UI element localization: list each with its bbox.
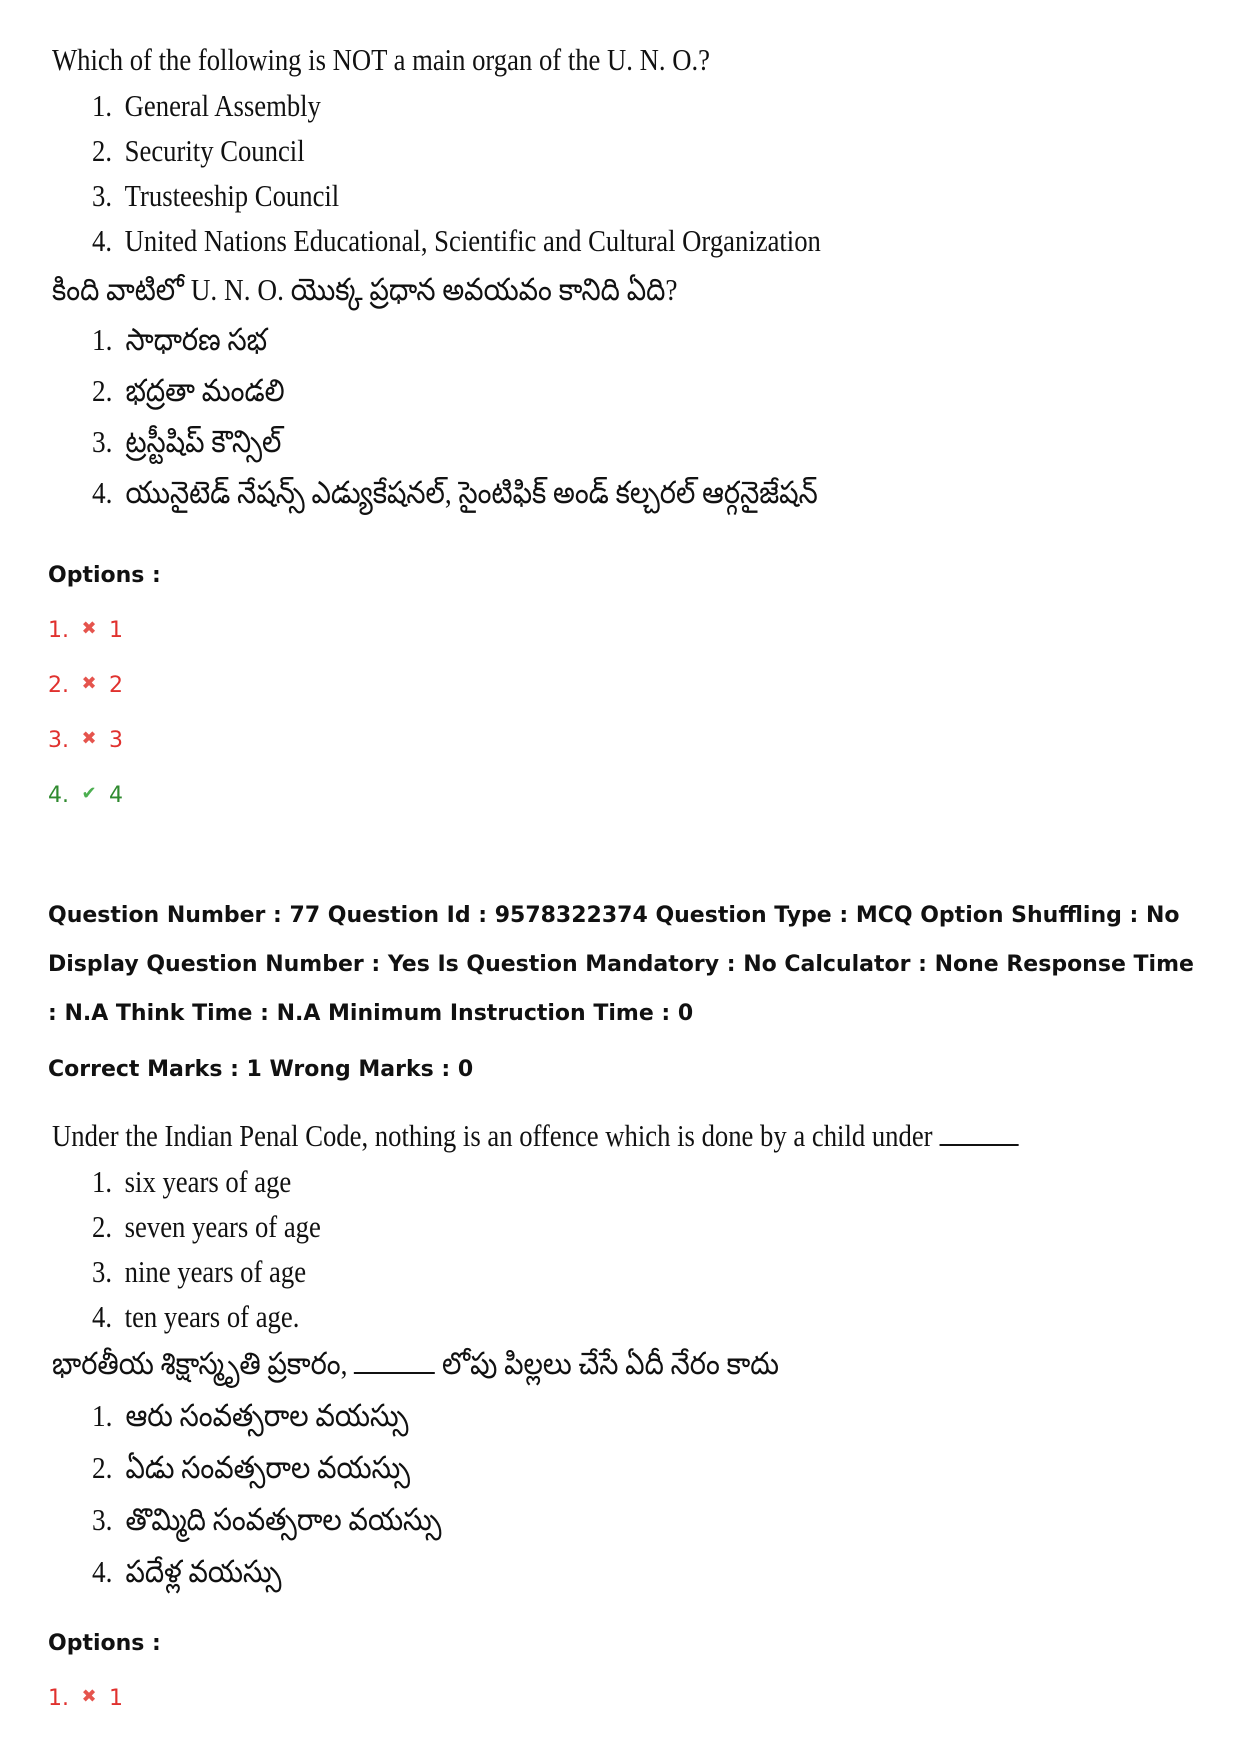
option-te-2: 2. భద్రతా మండలి: [92, 373, 285, 408]
answer-blank: [939, 1122, 1018, 1146]
cross-icon: ✖: [81, 673, 97, 694]
question-text-en: Under the Indian Penal Code, nothing is an offence which is done by a child under: [52, 1118, 1018, 1154]
option-te-1: 1. ఆరు సంవత్సరాల వయస్సు: [92, 1398, 409, 1433]
cross-icon: ✖: [81, 1686, 97, 1707]
option-te-3: 3. ట్రస్టీషిప్ కౌన్సిల్: [92, 424, 282, 459]
question-meta-line-1: Question Number : 77 Question Id : 9578322374 Question Type : MCQ Option Shuffling : No: [48, 903, 1180, 928]
question-76-image-block: [0, 0, 1240, 560]
question-meta-line-3: : N.A Think Time : N.A Minimum Instruction Time : 0: [48, 1001, 694, 1026]
marks-line: Correct Marks : 1 Wrong Marks : 0: [48, 1057, 474, 1082]
question-77-image-block: [0, 1100, 1240, 1620]
options-label: Options :: [48, 563, 161, 588]
cross-icon: ✖: [81, 618, 97, 639]
option-en-3: 3. nine years of age: [92, 1254, 307, 1289]
option-te-1: 1. సాధారణ సభ: [92, 322, 268, 357]
option-en-1: 1. six years of age: [92, 1164, 292, 1199]
cross-icon: ✖: [81, 728, 97, 749]
answer-option-4: 4. ✔ 4: [48, 783, 123, 808]
option-en-4: 4. United Nations Educational, Scientific and Cultural Organization: [92, 223, 821, 258]
options-label: Options :: [48, 1631, 161, 1656]
option-en-4: 4. ten years of age.: [92, 1299, 300, 1334]
option-te-2: 2. ఏడు సంవత్సరాల వయస్సు: [92, 1450, 411, 1485]
answer-blank: [354, 1350, 435, 1374]
answer-option-3: 3. ✖ 3: [48, 728, 123, 753]
option-te-4: 4. యునైటెడ్ నేషన్స్ ఎడ్యుకేషనల్, సైంటిఫిక్ అండ్ కల్చరల్ ఆర్గనైజేషన్: [92, 475, 818, 510]
option-te-3: 3. తొమ్మిది సంవత్సరాల వయస్సు: [92, 1502, 442, 1537]
question-meta-line-2: Display Question Number : Yes Is Question Mandatory : No Calculator : None Response Time: [48, 952, 1194, 977]
question-text-te: కింది వాటిలో U. N. O. యొక్క ప్రధాన అవయవం కానిది ఏది?: [52, 272, 678, 307]
option-en-1: 1. General Assembly: [92, 88, 321, 123]
option-en-2: 2. Security Council: [92, 133, 305, 168]
question-text-en: Which of the following is NOT a main organ of the U. N. O.?: [52, 42, 710, 77]
answer-option-2: 2. ✖ 2: [48, 673, 123, 698]
option-te-4: 4. పదేళ్ల వయస్సు: [92, 1554, 282, 1589]
question-text-te: భారతీయ శిక్షాస్మృతి ప్రకారం, లోపు పిల్లలు చేసే ఏదీ నేరం కాదు: [52, 1346, 779, 1381]
answer-option-1: 1. ✖ 1: [48, 618, 123, 643]
option-en-3: 3. Trusteeship Council: [92, 178, 340, 213]
check-icon: ✔: [81, 783, 97, 804]
answer-option-1: 1. ✖ 1: [48, 1686, 123, 1711]
option-en-2: 2. seven years of age: [92, 1209, 321, 1244]
